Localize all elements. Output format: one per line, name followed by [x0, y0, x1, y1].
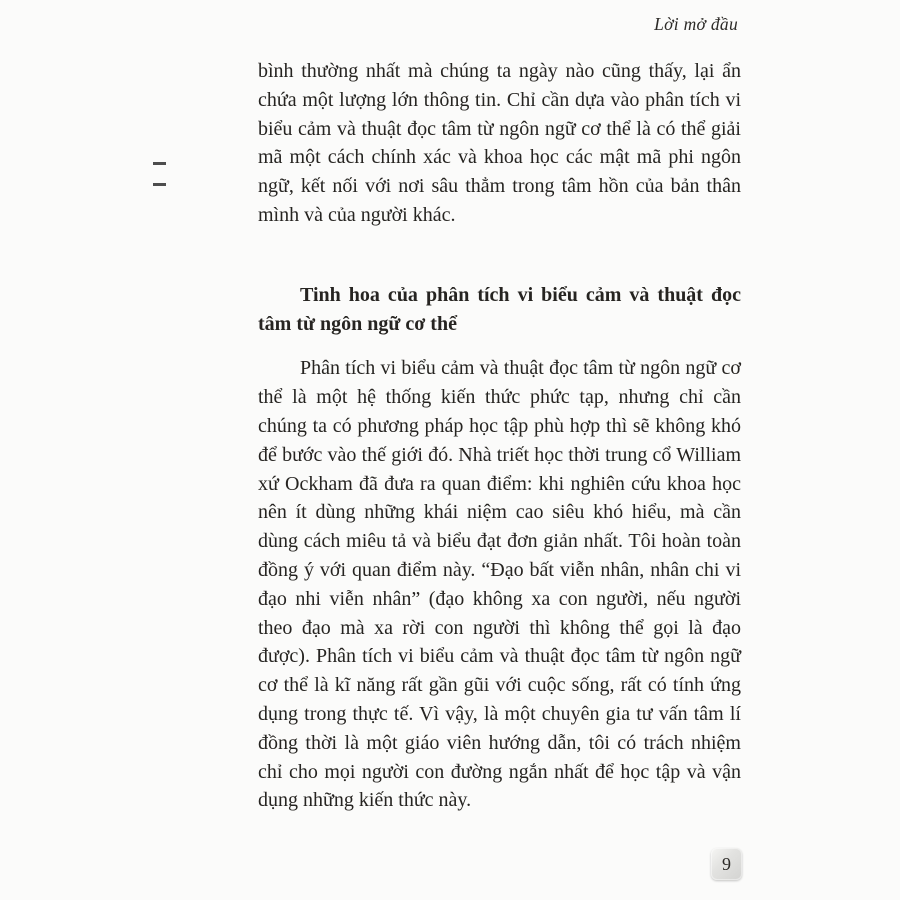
paragraph-main: Phân tích vi biểu cảm và thuật đọc tâm từ ngôn ngữ cơ thể là một hệ thống kiến thức phức tạp, nhưng chỉ cần chúng ta có phương pháp học tập phù hợp thì sẽ không khó để bước vào thế giới đó. Nhà triết học thời trung cổ William xứ Ockham đã đưa ra quan điểm: khi nghiên cứu khoa học nên ít dùng những khái niệm cao siêu khó hiểu, mà cần dùng cách miêu tả và biểu đạt đơn giản nhất. Tôi hoàn toàn đồng ý với quan điểm này. “Đạo bất viễn nhân, nhân chi vi đạo nhi viễn nhân” (đạo không xa con người, nếu người theo đạo mà xa rời con người thì không thể gọi là đạo được). Phân tích vi biểu cảm và thuật đọc tâm từ ngôn ngữ cơ thể là kĩ năng rất gần gũi với cuộc sống, rất có tính ứng dụng trong thực tế. Vì vậy, là một chuyên gia tư vấn tâm lí đồng thời là một giáo viên hướng dẫn, tôi có trách nhiệm chỉ cho mọi người con đường ngắn nhất để học tập và vận dụng những kiến thức này.	[258, 357, 741, 812]
margin-dash-icon	[153, 162, 166, 165]
text-block	[258, 57, 741, 815]
page-number-badge	[711, 848, 742, 880]
paragraph-continuation: bình thường nhất mà chúng ta ngày nào cũng thấy, lại ẩn chứa một lượng lớn thông tin. Chỉ cần dựa vào phân tích vi biểu cảm và thuật đọc tâm từ ngôn ngữ cơ thể là có thể giải mã một cách chính xác và khoa học các mật mã phi ngôn ngữ, kết nối với nơi sâu thẳm trong tâm hồn của bản thân mình và của người khác.	[258, 60, 741, 226]
running-header: Lời mở đầu	[654, 14, 738, 34]
margin-dash-icon	[153, 183, 166, 186]
section-heading: Tinh hoa của phân tích vi biểu cảm và thuật đọc tâm từ ngôn ngữ cơ thể	[258, 283, 741, 335]
page-number: 9	[722, 853, 731, 874]
